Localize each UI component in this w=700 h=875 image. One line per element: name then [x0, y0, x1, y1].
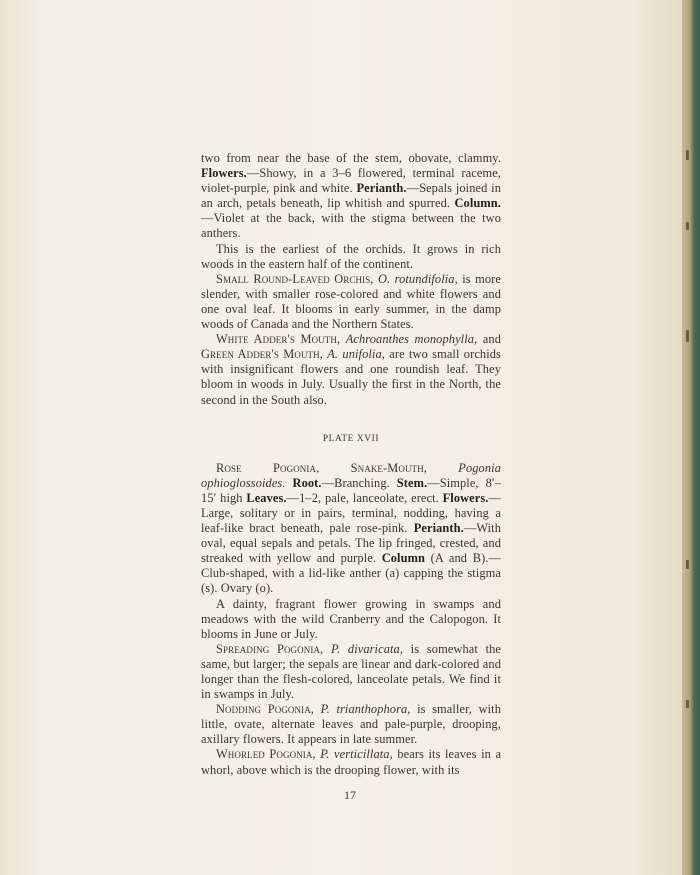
paragraph-spreading [201, 642, 501, 702]
latin-name: P. trianthophora, [320, 702, 411, 717]
label-flowers: Flowers. [442, 490, 489, 505]
paragraph-rose-pogonia [201, 461, 501, 597]
species-text: are two small orchids with insignificant flowers and one roundish leaf. They bloom in woods in July. Usually the first in the North, the second in the South also. [201, 347, 501, 407]
label-column: Column. [454, 196, 501, 211]
latin-name: Pogonia ophioglossoides. [201, 460, 501, 490]
species-name: White Adder's Mouth, [216, 332, 341, 347]
latin-name: P. verticillata, [320, 747, 393, 762]
paragraph-adders-mouth [201, 332, 501, 407]
label-column: Column [381, 551, 425, 566]
page-number: 17 [344, 788, 356, 802]
label-stem: Stem. [396, 475, 428, 490]
species-text: is smaller, with little, ovate, alternate leaves and pale-purple, drooping, axillary flowers. It appears in late summer. [201, 702, 502, 747]
paragraph-small-orchis [201, 272, 501, 332]
species-text: is somewhat the same, but larger; the sepals are linear and dark-colored and longer than the flesh-colored, lanceolate petals. We find it in swamps in July. [201, 641, 502, 702]
text-stem: —Simple, 8′–15′ high [201, 475, 501, 505]
edge-mark [686, 330, 689, 342]
edge-mark [686, 150, 689, 160]
conjunction: and [482, 332, 501, 347]
latin-name: P. divaricata, [330, 641, 404, 656]
species-name: Spreading Pogonia, [216, 641, 324, 656]
latin-name: Achroanthes monophylla, [345, 332, 478, 347]
species-text: bears its leaves in a whorl, above which is the drooping flower, with its [201, 747, 502, 777]
text-flowers: —Large, solitary or in pairs, terminal, nodding, having a leaf-like bract beneath, pale rose-pink. [201, 490, 501, 536]
edge-mark [686, 222, 689, 230]
edge-mark [686, 700, 689, 708]
line-top: two from near the base of the stem, obovate, clammy. [201, 151, 501, 165]
species-text: is more slender, with smaller rose-colored and white flowers and one oval leaf. It blooms in early summer, in the damp woods of Canada and the Northern States. [201, 271, 501, 332]
plate-heading: PLATE XVII [322, 433, 380, 444]
text-perianth: —With oval, equal sepals and petals. The lip fringed, crested, and streaked with yellow and purple. [201, 521, 501, 566]
text-column: (A and B).—Club-shaped, with a lid-like anther (a) capping the stigma (s). Ovary (o). [201, 551, 502, 596]
species-name: Nodding Pogonia, [216, 702, 315, 717]
text-flowers: —Showy, in a 3–6 flowered, terminal raceme, violet-purple, pink and white. [201, 166, 501, 196]
species-name: Rose Pogonia, Snake-Mouth, [216, 460, 427, 475]
paragraph-whorled [201, 747, 501, 777]
label-perianth: Perianth. [413, 521, 464, 536]
paragraph-nodding [201, 702, 501, 747]
text-perianth: —Sepals joined in an arch, petals beneath, lip whitish and spurred. [201, 181, 501, 211]
text-leaves: —1–2, pale, lanceolate, erect. [286, 490, 439, 505]
paragraph-dainty: A dainty, fragrant flower growing in swamps and meadows with the wild Cranberry and the Calopogon. It blooms in June or July. [201, 596, 501, 641]
text-column: —Violet at the back, with the stigma between the two anthers. [201, 211, 501, 241]
paragraph [201, 151, 501, 242]
species-name: Small Round-Leaved Orchis, [216, 271, 374, 286]
species-name: Whorled Pogonia, [216, 747, 316, 762]
species-name: Green Adder's Mouth, [201, 347, 323, 362]
label-flowers: Flowers. [201, 166, 247, 181]
latin-name: O. rotundifolia, [377, 271, 458, 286]
label-perianth: Perianth. [356, 181, 407, 196]
text-root: —Branching. [321, 475, 390, 490]
body-text [201, 151, 501, 778]
paragraph-earliest: This is the earliest of the orchids. It grows in rich woods in the eastern half of the continent. [201, 241, 501, 271]
latin-name: A. unifolia, [327, 347, 385, 362]
label-leaves: Leaves. [246, 490, 287, 505]
edge-mark [686, 560, 689, 569]
label-root: Root. [292, 475, 322, 490]
